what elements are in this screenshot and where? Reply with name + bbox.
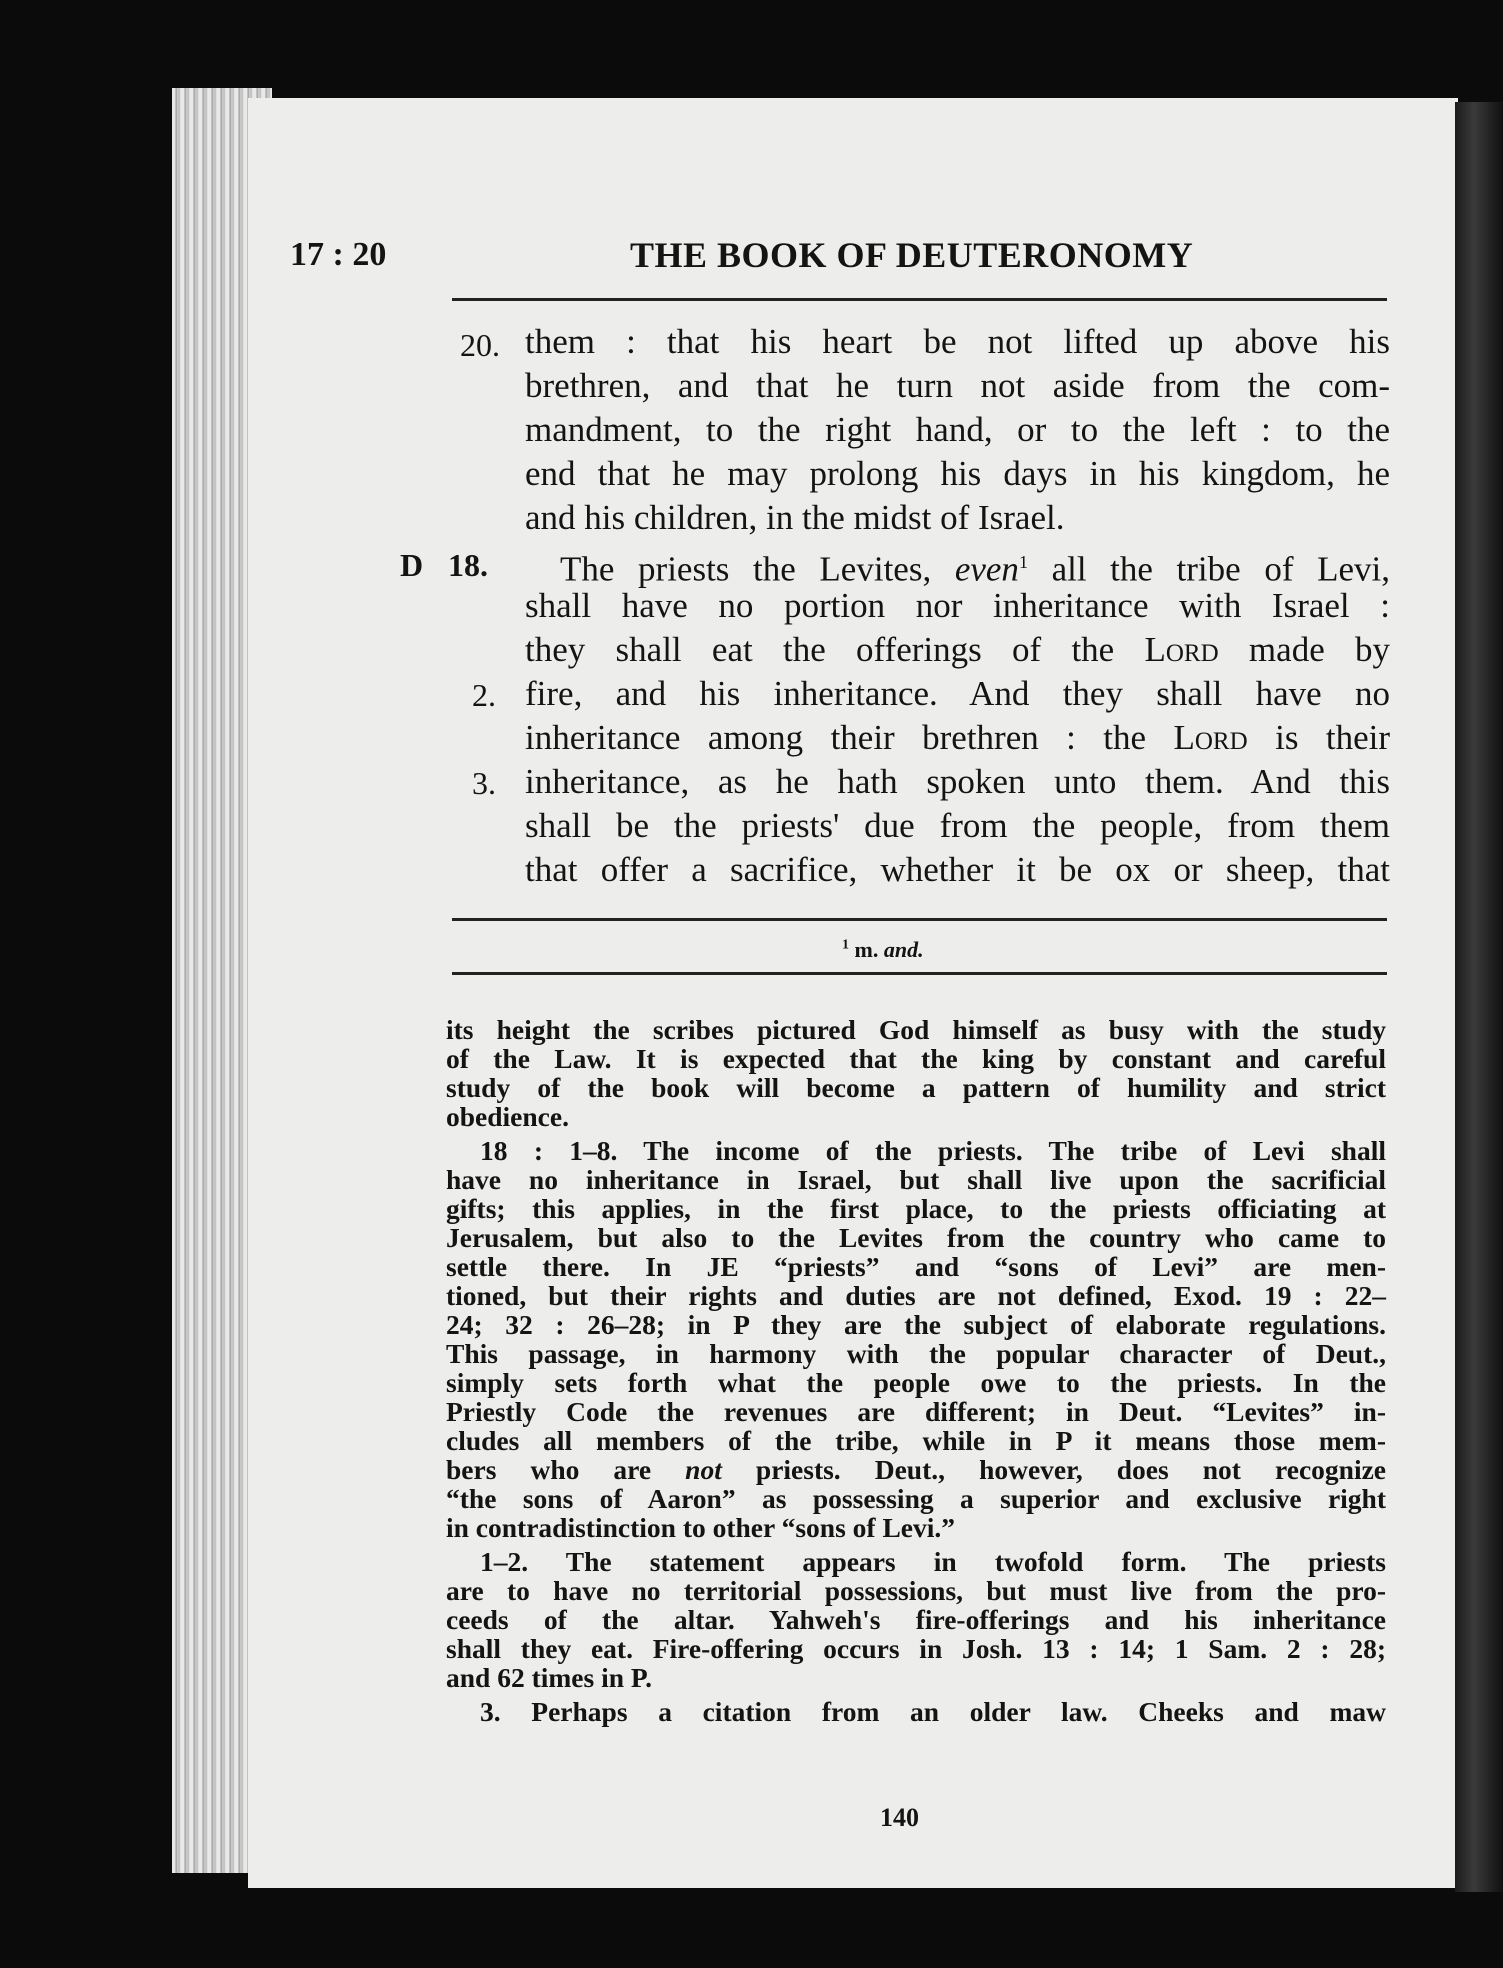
footnote-rule-bottom [452,972,1387,975]
scripture-line: shall be the priests' due from the people, from them [525,806,1390,845]
commentary-line [446,1455,1386,1484]
commentary-text: priests. Deut., however, does not recognize [721,1454,1386,1485]
running-head-title: THE BOOK OF DEUTERONOMY [630,235,1194,275]
running-head-reference: 17 : 20 [290,236,387,273]
scripture-line: that offer a sacrifice, whether it be ox or sheep, that [525,850,1390,889]
scripture-line: fire, and his inheritance. And they shall have no [525,674,1390,713]
scripture-text: made by [1218,630,1391,669]
page-number: 140 [880,1803,919,1832]
commentary-line: obedience. [446,1101,569,1132]
commentary-line: ceeds of the altar. Yahweh's fire-offerings and his inheritance [446,1604,1386,1635]
verse-number-18: 18. [448,547,488,583]
commentary-line: simply sets forth what the people owe to the priests. In the [446,1367,1386,1398]
footnote [842,937,924,963]
footnote-rule-top [452,918,1387,921]
commentary-line: 3. Perhaps a citation from an older law. Cheeks and maw [480,1696,1386,1727]
commentary-line: cludes all members of the tribe, while in P it means those mem- [446,1425,1386,1456]
commentary-line: its height the scribes pictured God himself as busy with the study [446,1014,1386,1045]
scripture-line: end that he may prolong his days in his kingdom, he [525,454,1390,493]
footnote-italic: and. [883,937,924,962]
header-rule [452,298,1387,301]
scripture-line: brethren, and that he turn not aside from the com- [525,366,1390,405]
scripture-italic: even [954,549,1019,589]
scripture-line: inheritance, as he hath spoken unto them. And this [525,762,1390,801]
binding-shadow [1455,102,1503,1892]
commentary-line: settle there. In JE “priests” and “sons of Levi” are men- [446,1251,1386,1282]
commentary-line: tioned, but their rights and duties are not defined, Exod. 19 : 22– [446,1280,1386,1311]
scripture-text: is their [1247,718,1391,757]
scripture-text: inheritance among their brethren : the [525,718,1174,757]
scripture-text: they shall eat the offerings of the [525,630,1145,669]
scripture-text: The priests the Levites, [560,549,955,589]
scripture-line [525,630,1390,670]
footnote-text: m. [849,937,884,962]
footnote-mark: 1 [842,937,849,953]
commentary-line: study of the book will become a pattern of humility and strict [446,1072,1386,1103]
commentary-line: gifts; this applies, in the first place, to the priests officiating at [446,1193,1386,1224]
commentary-line: 1–2. The statement appears in twofold form. The priests [480,1546,1386,1577]
verse-number-20: 20. [460,327,500,363]
commentary-line: are to have no territorial possessions, but must live from the pro- [446,1575,1386,1606]
footnote-reference: 1 [1018,552,1028,572]
verse-number-3: 3. [472,765,496,801]
scripture-line: them : that his heart be not lifted up above his [525,322,1390,361]
commentary-line: This passage, in harmony with the popular character of Deut., [446,1338,1386,1369]
commentary-line: of the Law. It is expected that the king by constant and careful [446,1043,1386,1074]
commentary-text: bers who are [446,1454,686,1485]
commentary-line: “the sons of Aaron” as possessing a superior and exclusive right [446,1483,1386,1514]
commentary-line: in contradistinction to other “sons of Levi.” [446,1512,956,1543]
scripture-line: shall have no portion nor inheritance with Israel : [525,586,1390,625]
commentary-italic: not [685,1454,722,1485]
commentary-line: Priestly Code the revenues are different; in Deut. “Levites” in- [446,1396,1386,1427]
divine-name: Lord [1144,630,1219,669]
scripture-line: and his children, in the midst of Israel. [525,498,1065,537]
scripture-line [525,718,1390,758]
source-marker: D [400,547,424,583]
scripture-line: mandment, to the right hand, or to the left : to the [525,410,1390,449]
scripture-text: all the tribe of Levi, [1027,549,1390,589]
commentary-line: and 62 times in P. [446,1662,653,1693]
verse-number-2: 2. [472,677,496,713]
commentary-line: Jerusalem, but also to the Levites from the country who came to [446,1222,1386,1253]
divine-name: Lord [1173,718,1248,757]
commentary-line: have no inheritance in Israel, but shall live upon the sacrificial [446,1164,1386,1195]
commentary-line: 24; 32 : 26–28; in P they are the subject of elaborate regulations. [446,1309,1386,1340]
scripture-line [560,542,1390,590]
commentary-line: shall they eat. Fire-offering occurs in Josh. 13 : 14; 1 Sam. 2 : 28; [446,1633,1386,1664]
commentary-line: 18 : 1–8. The income of the priests. The tribe of Levi shall [480,1135,1386,1166]
